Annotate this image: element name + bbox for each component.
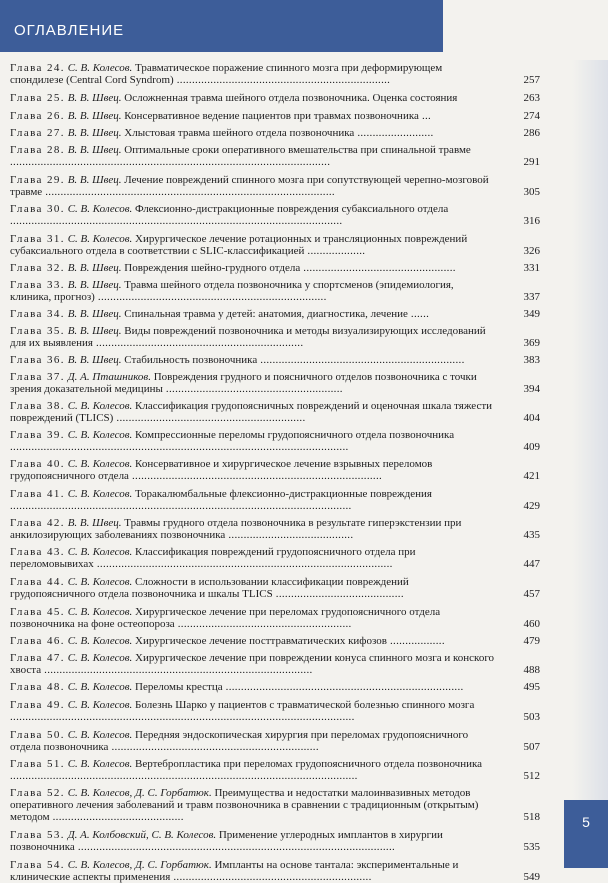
author-name: С. В. Колесов. bbox=[67, 458, 133, 470]
toc-page-number: 383 bbox=[523, 354, 540, 366]
toc-entry-text bbox=[10, 458, 495, 482]
toc-entry-text bbox=[10, 488, 495, 512]
dot-leader: ............................................................................................................. bbox=[10, 215, 343, 227]
toc-page-number: 457 bbox=[523, 588, 540, 600]
toc-entry[interactable] bbox=[10, 144, 540, 168]
toc-page-number: 421 bbox=[523, 470, 540, 482]
author-name: С. В. Колесов, Д. С. Горбатюк. bbox=[67, 859, 212, 871]
toc-page-number: 404 bbox=[523, 412, 540, 424]
toc-entry-text bbox=[10, 92, 495, 104]
page-number: 5 bbox=[582, 814, 590, 830]
chapter-title: Оптимальные сроки оперативного вмешательства при спинальной травме bbox=[124, 144, 471, 156]
author-name: В. В. Швец. bbox=[67, 308, 122, 320]
dot-leader: ................................................................... bbox=[257, 354, 465, 366]
chapter-title: Спинальная травма у детей: анатомия, диагностика, лечение bbox=[124, 308, 408, 320]
author-name: В. В. Швец. bbox=[67, 325, 122, 337]
author-name: С. В. Колесов. bbox=[67, 546, 133, 558]
toc-entry[interactable] bbox=[10, 829, 540, 853]
chapter-label: Глава 53. bbox=[10, 829, 65, 841]
toc-entry[interactable] bbox=[10, 308, 540, 320]
toc-entry-text bbox=[10, 517, 495, 541]
toc-page-number: 337 bbox=[523, 291, 540, 303]
chapter-title: Компрессионные переломы грудопоясничного отдела позвоночника bbox=[135, 429, 455, 441]
author-name: С. В. Колесов. bbox=[67, 488, 133, 500]
chapter-label: Глава 28. bbox=[10, 144, 65, 156]
toc-page-number: 549 bbox=[523, 871, 540, 883]
toc-entry-text bbox=[10, 576, 495, 600]
chapter-title: Болезнь Шарко у пациентов с травматической болезнью спинного мозга bbox=[135, 699, 475, 711]
chapter-label: Глава 45. bbox=[10, 606, 65, 618]
chapter-label: Глава 34. bbox=[10, 308, 65, 320]
toc-entry-text bbox=[10, 699, 495, 723]
chapter-label: Глава 37. bbox=[10, 371, 65, 383]
toc-entry[interactable] bbox=[10, 652, 540, 676]
dot-leader: .................. bbox=[386, 635, 445, 647]
chapter-title: Повреждения шейно-грудного отдела bbox=[124, 262, 301, 274]
author-name: С. В. Колесов. bbox=[67, 576, 133, 588]
author-name: В. В. Швец. bbox=[67, 144, 122, 156]
toc-entry-text bbox=[10, 262, 495, 274]
toc-entry-text bbox=[10, 233, 495, 257]
dot-leader: ......................... bbox=[354, 127, 434, 139]
toc-entry[interactable] bbox=[10, 233, 540, 257]
chapter-title: Консервативное и хирургическое лечение взрывных переломов грудопоясничного отдела bbox=[10, 458, 433, 482]
author-name: В. В. Швец. bbox=[67, 92, 122, 104]
page-edge-stripe bbox=[572, 60, 608, 800]
toc-entry[interactable] bbox=[10, 262, 540, 274]
toc-entry-text bbox=[10, 279, 495, 303]
chapter-title: Вертебропластика при переломах грудопоясничного отдела позвоночника bbox=[135, 758, 483, 770]
author-name: С. В. Колесов. bbox=[67, 758, 133, 770]
author-name: В. В. Швец. bbox=[67, 110, 122, 122]
toc-entry[interactable] bbox=[10, 62, 540, 86]
dot-leader: ................... bbox=[304, 245, 366, 257]
chapter-title: Хирургическое лечение при переломах грудопоясничного отдела позвоночника на фоне остеопороза bbox=[10, 606, 441, 630]
toc-entry-text bbox=[10, 429, 495, 453]
chapter-title: Лечение повреждений спинного мозга при сопутствующей черепно-мозговой травме bbox=[10, 174, 489, 198]
toc-entry-text bbox=[10, 829, 495, 853]
toc-page-number: 507 bbox=[523, 741, 540, 753]
toc-entry[interactable] bbox=[10, 859, 540, 883]
chapter-title: Травма шейного отдела позвоночника у спортсменов (эпидемиология, клиника, прогноз) bbox=[10, 279, 454, 303]
toc-entry[interactable] bbox=[10, 546, 540, 570]
toc-page-number: 263 bbox=[523, 92, 540, 104]
table-of-contents bbox=[10, 57, 540, 883]
dot-leader: .................................................................... bbox=[108, 741, 319, 753]
author-name: С. В. Колесов. bbox=[67, 400, 133, 412]
chapter-label: Глава 48. bbox=[10, 681, 65, 693]
toc-entry-text bbox=[10, 635, 495, 647]
chapter-label: Глава 42. bbox=[10, 517, 65, 529]
author-name: В. В. Швец. bbox=[67, 174, 122, 186]
author-name: С. В. Колесов. bbox=[67, 681, 133, 693]
toc-entry-text bbox=[10, 62, 495, 86]
toc-entry-text bbox=[10, 371, 495, 395]
chapter-label: Глава 24. bbox=[10, 62, 65, 74]
toc-entry[interactable] bbox=[10, 92, 540, 104]
dot-leader: ........................................................................... bbox=[94, 291, 327, 303]
chapter-label: Глава 33. bbox=[10, 279, 65, 291]
toc-page-number: 435 bbox=[523, 529, 540, 541]
chapter-label: Глава 38. bbox=[10, 400, 65, 412]
chapter-title: Передняя эндоскопическая хирургия при переломах грудопоясничного отдела позвоночника bbox=[10, 729, 469, 753]
chapter-title: Импланты на основе тантала: экспериментальные и клинические аспекты применения bbox=[10, 859, 459, 883]
dot-leader: ......................................... bbox=[225, 529, 354, 541]
chapter-title: Торакалюмбальные флексионно-дистракционные повреждения bbox=[135, 488, 432, 500]
toc-entry-text bbox=[10, 787, 495, 823]
page-title: ОГЛАВЛЕНИЕ bbox=[14, 22, 125, 39]
chapter-label: Глава 26. bbox=[10, 110, 65, 122]
toc-entry[interactable] bbox=[10, 325, 540, 349]
chapter-title: Осложненная травма шейного отдела позвоночника. Оценка состояния bbox=[124, 92, 458, 104]
toc-page-number: 488 bbox=[523, 664, 540, 676]
toc-entry[interactable] bbox=[10, 787, 540, 823]
chapter-label: Глава 40. bbox=[10, 458, 65, 470]
author-name: В. В. Швец. bbox=[67, 262, 122, 274]
chapter-label: Глава 31. bbox=[10, 233, 65, 245]
dot-leader: .................................................. bbox=[300, 262, 456, 274]
chapter-label: Глава 47. bbox=[10, 652, 65, 664]
dot-leader: ........................................... bbox=[49, 811, 184, 823]
chapter-title: Консервативное ведение пациентов при травмах позвоночника bbox=[124, 110, 419, 122]
toc-page-number: 409 bbox=[523, 441, 540, 453]
dot-leader: ...... bbox=[407, 308, 430, 320]
toc-entry-text bbox=[10, 681, 495, 693]
toc-entry[interactable] bbox=[10, 354, 540, 366]
toc-page-number: 286 bbox=[523, 127, 540, 139]
chapter-title: Травматическое поражение спинного мозга при деформирующем спондилезе (Central Cord Syndrom) bbox=[10, 62, 443, 86]
author-name: С. В. Колесов. bbox=[67, 233, 133, 245]
chapter-label: Глава 36. bbox=[10, 354, 65, 366]
author-name: Д. А. Пташников. bbox=[67, 371, 151, 383]
chapter-title: Флексионно-дистракционные повреждения субаксиального отдела bbox=[135, 203, 449, 215]
toc-entry[interactable] bbox=[10, 758, 540, 782]
chapter-label: Глава 44. bbox=[10, 576, 65, 588]
toc-entry-text bbox=[10, 400, 495, 424]
toc-entry-text bbox=[10, 859, 495, 883]
toc-page-number: 257 bbox=[523, 74, 540, 86]
dot-leader: ........................................................................................ bbox=[41, 664, 313, 676]
toc-entry[interactable] bbox=[10, 635, 540, 647]
toc-entry[interactable] bbox=[10, 174, 540, 198]
chapter-label: Глава 30. bbox=[10, 203, 65, 215]
toc-entry[interactable] bbox=[10, 127, 540, 139]
chapter-label: Глава 41. bbox=[10, 488, 65, 500]
chapter-title: Хирургическое лечение ротационных и трансляционных повреждений субаксиального отдела в соответствии с SLIC-классификацией bbox=[10, 233, 468, 257]
toc-page-number: 331 bbox=[523, 262, 540, 274]
chapter-label: Глава 29. bbox=[10, 174, 65, 186]
toc-page-number: 460 bbox=[523, 618, 540, 630]
dot-leader: ......................................................................................................... bbox=[10, 156, 331, 168]
chapter-title: Переломы крестца bbox=[135, 681, 223, 693]
author-name: С. В. Колесов. bbox=[67, 203, 133, 215]
toc-entry-text bbox=[10, 758, 495, 782]
author-name: С. В. Колесов. bbox=[67, 652, 133, 664]
toc-entry-text bbox=[10, 606, 495, 630]
toc-page-number: 291 bbox=[523, 156, 540, 168]
toc-entry-text bbox=[10, 203, 495, 227]
dot-leader: ......................................................... bbox=[174, 618, 352, 630]
toc-entry[interactable] bbox=[10, 110, 540, 122]
toc-entry-text bbox=[10, 354, 495, 366]
dot-leader: ... bbox=[418, 110, 432, 122]
toc-entry[interactable] bbox=[10, 429, 540, 453]
toc-page-number: 326 bbox=[523, 245, 540, 257]
toc-page-number: 518 bbox=[523, 811, 540, 823]
author-name: Д. А. Колбовский, С. В. Колесов. bbox=[67, 829, 217, 841]
chapter-label: Глава 52. bbox=[10, 787, 65, 799]
toc-entry-text bbox=[10, 325, 495, 349]
chapter-title: Травмы грудного отдела позвоночника в результате гиперэкстензии при анкилозирующих заболеваниях позвоночника bbox=[10, 517, 462, 541]
chapter-label: Глава 54. bbox=[10, 859, 65, 871]
chapter-label: Глава 46. bbox=[10, 635, 65, 647]
chapter-title: Хлыстовая травма шейного отдела позвоночника bbox=[124, 127, 355, 139]
toc-page-number: 369 bbox=[523, 337, 540, 349]
chapter-title: Сложности в использовании классификации повреждений грудопоясничного отдела позвоночника и шкалы TLICS bbox=[10, 576, 409, 600]
chapter-label: Глава 43. bbox=[10, 546, 65, 558]
author-name: С. В. Колесов. bbox=[67, 635, 133, 647]
dot-leader: ................................................................................................................. bbox=[10, 711, 355, 723]
dot-leader: ................................................................. bbox=[170, 871, 372, 883]
author-name: С. В. Колесов. bbox=[67, 699, 133, 711]
toc-page-number: 503 bbox=[523, 711, 540, 723]
toc-entry[interactable] bbox=[10, 458, 540, 482]
author-name: В. В. Швец. bbox=[67, 279, 122, 291]
chapter-title: Виды повреждений позвоночника и методы визуализирующих исследований для их выявления bbox=[10, 325, 486, 349]
dot-leader: .......................................................... bbox=[162, 383, 343, 395]
chapter-title: Применение углеродных имплантов в хирургии позвоночника bbox=[10, 829, 443, 853]
page-number-tab bbox=[564, 800, 608, 868]
toc-page-number: 447 bbox=[523, 558, 540, 570]
toc-entry-text bbox=[10, 110, 495, 122]
toc-entry[interactable] bbox=[10, 488, 540, 512]
toc-entry-text bbox=[10, 308, 495, 320]
toc-entry-text bbox=[10, 546, 495, 570]
chapter-label: Глава 27. bbox=[10, 127, 65, 139]
toc-entry-text bbox=[10, 174, 495, 198]
chapter-label: Глава 25. bbox=[10, 92, 65, 104]
header-bar bbox=[0, 0, 443, 52]
chapter-title: Классификация грудопоясничных повреждений и оценочная шкала тяжести повреждений (TLICS) bbox=[10, 400, 493, 424]
toc-page-number: 305 bbox=[523, 186, 540, 198]
chapter-title: Преимущества и недостатки малоинвазивных методов оперативного лечения заболеваний и травм позвоночника в сравнении с традиционным (открытым) методом bbox=[10, 787, 479, 823]
dot-leader: ................................................................................................. bbox=[93, 558, 393, 570]
toc-page-number: 316 bbox=[523, 215, 540, 227]
chapter-title: Классификация повреждений грудопоясничного отдела при переломовывихах bbox=[10, 546, 416, 570]
author-name: С. В. Колесов. bbox=[67, 606, 133, 618]
chapter-label: Глава 50. bbox=[10, 729, 65, 741]
toc-entry[interactable] bbox=[10, 400, 540, 424]
dot-leader: .......................................... bbox=[272, 588, 404, 600]
toc-page-number: 394 bbox=[523, 383, 540, 395]
toc-entry[interactable] bbox=[10, 517, 540, 541]
dot-leader: .............................................................. bbox=[113, 412, 306, 424]
author-name: С. В. Колесов. bbox=[67, 729, 133, 741]
author-name: С. В. Колесов. bbox=[67, 429, 133, 441]
toc-page-number: 429 bbox=[523, 500, 540, 512]
dot-leader: ............................................................................................... bbox=[42, 186, 335, 198]
author-name: В. В. Швец. bbox=[67, 517, 122, 529]
author-name: С. В. Колесов, Д. С. Горбатюк. bbox=[67, 787, 212, 799]
toc-entry[interactable] bbox=[10, 279, 540, 303]
dot-leader: ........................................................................................................ bbox=[74, 841, 396, 853]
author-name: С. В. Колесов. bbox=[67, 62, 133, 74]
dot-leader: .................................................................................. bbox=[128, 470, 383, 482]
chapter-label: Глава 49. bbox=[10, 699, 65, 711]
chapter-title: Стабильность позвоночника bbox=[124, 354, 258, 366]
toc-page-number: 495 bbox=[523, 681, 540, 693]
toc-page-number: 274 bbox=[523, 110, 540, 122]
dot-leader: .................................................................................................................. bbox=[10, 770, 358, 782]
chapter-label: Глава 51. bbox=[10, 758, 65, 770]
chapter-title: Повреждения грудного и поясничного отделов позвоночника с точки зрения доказательной медицины bbox=[10, 371, 477, 395]
chapter-label: Глава 39. bbox=[10, 429, 65, 441]
chapter-title: Хирургическое лечение посттравматических кифозов bbox=[135, 635, 387, 647]
dot-leader: .................................................................... bbox=[92, 337, 304, 349]
toc-entry[interactable] bbox=[10, 699, 540, 723]
author-name: В. В. Швец. bbox=[67, 127, 122, 139]
toc-entry[interactable] bbox=[10, 203, 540, 227]
toc-page-number: 535 bbox=[523, 841, 540, 853]
dot-leader: ...................................................................... bbox=[173, 74, 391, 86]
chapter-label: Глава 35. bbox=[10, 325, 65, 337]
toc-entry-text bbox=[10, 127, 495, 139]
toc-page-number: 349 bbox=[523, 308, 540, 320]
toc-page-number: 479 bbox=[523, 635, 540, 647]
dot-leader: ................................................................................................................ bbox=[10, 500, 352, 512]
chapter-title: Хирургическое лечение при повреждении конуса спинного мозга и конского хвоста bbox=[10, 652, 495, 676]
dot-leader: ............................................................................................................... bbox=[10, 441, 349, 453]
author-name: В. В. Швец. bbox=[67, 354, 122, 366]
toc-entry-text bbox=[10, 144, 495, 168]
toc-entry-text bbox=[10, 652, 495, 676]
chapter-label: Глава 32. bbox=[10, 262, 65, 274]
toc-page-number: 512 bbox=[523, 770, 540, 782]
dot-leader: .............................................................................. bbox=[222, 681, 464, 693]
toc-entry[interactable] bbox=[10, 729, 540, 753]
toc-entry-text bbox=[10, 729, 495, 753]
toc-entry[interactable] bbox=[10, 681, 540, 693]
toc-entry[interactable] bbox=[10, 371, 540, 395]
toc-entry[interactable] bbox=[10, 576, 540, 600]
toc-entry[interactable] bbox=[10, 606, 540, 630]
